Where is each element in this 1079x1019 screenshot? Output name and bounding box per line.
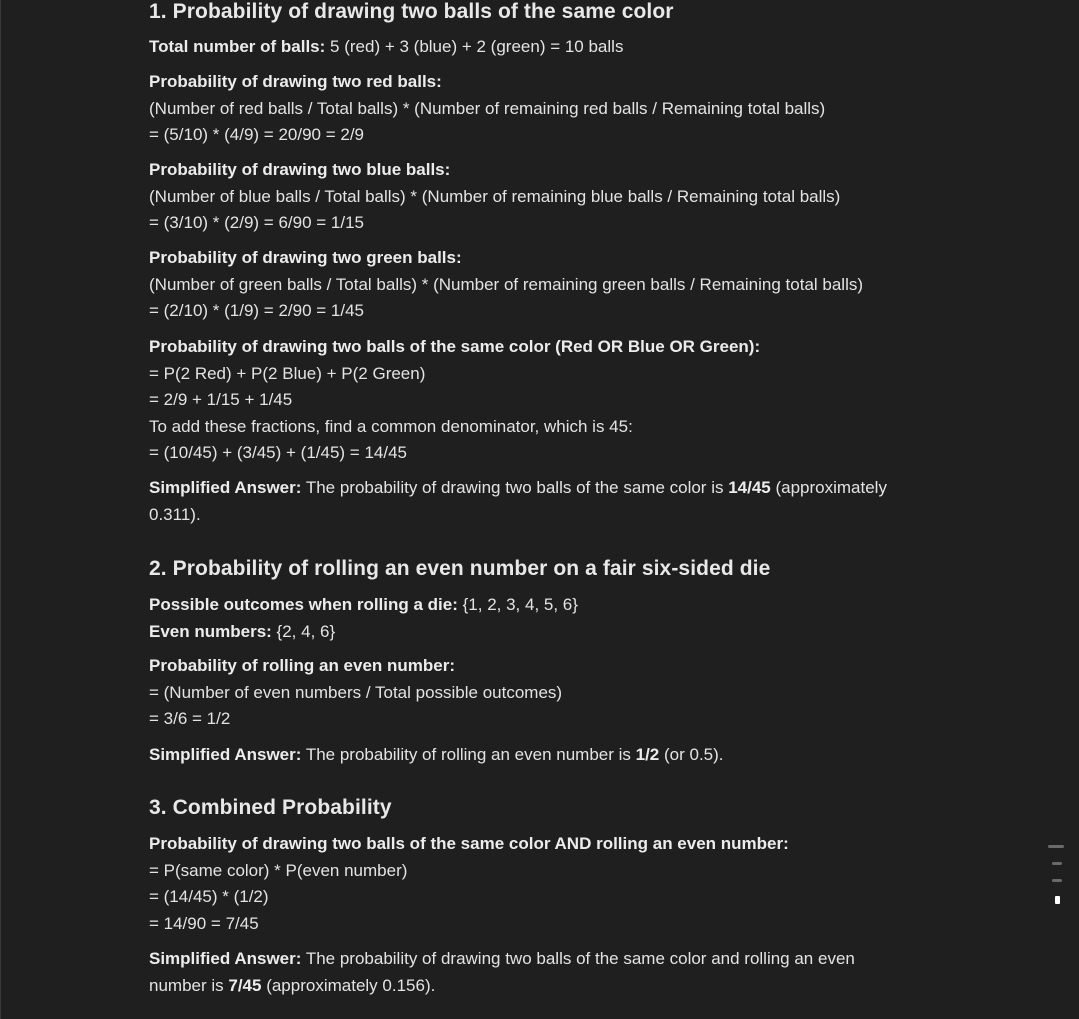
- blue-line-2: = (3/10) * (2/9) = 6/90 = 1/15: [149, 213, 364, 232]
- even-prob-label: Probability of rolling an even number:: [149, 656, 456, 675]
- answer-1-text-a: The probability of drawing two balls of the same color is: [301, 478, 729, 497]
- green-label: Probability of drawing two green balls:: [149, 248, 462, 267]
- total-balls-text: 5 (red) + 3 (blue) + 2 (green) = 10 balls: [325, 37, 624, 56]
- combined-line-2: = (14/45) * (1/2): [149, 887, 269, 906]
- answer-3-paragraph: [149, 946, 855, 999]
- combined-line-1: = P(same color) * P(even number): [149, 860, 408, 880]
- answer-2-text-a: The probability of rolling an even number is: [301, 745, 636, 764]
- even-numbers-label: Even numbers:: [149, 621, 272, 641]
- total-balls-label: Total number of balls:: [149, 37, 326, 56]
- green-paragraph: [149, 245, 863, 325]
- combined-line-3: = 14/90 = 7/45: [149, 913, 259, 933]
- answer-1-text-c: 0.311).: [149, 504, 201, 524]
- section-1-heading: 1. Probability of drawing two balls of the same color: [149, 0, 674, 23]
- combined-label: Probability of drawing two balls of the same color AND rolling an even number:: [149, 834, 789, 853]
- blue-label: Probability of drawing two blue balls:: [149, 160, 451, 179]
- answer-3-text-c: (approximately 0.156).: [261, 975, 436, 995]
- outcomes-label: Possible outcomes when rolling a die:: [149, 595, 458, 614]
- red-label: Probability of drawing two red balls:: [149, 72, 442, 91]
- combined-paragraph: [149, 831, 789, 937]
- panel-edge: [0, 0, 1, 1019]
- blue-paragraph: [149, 157, 840, 237]
- green-line-1: (Number of green balls / Total balls) * (Number of remaining green balls / Remaining total balls): [149, 274, 864, 294]
- even-prob-line-1: = (Number of even numbers / Total possible outcomes): [149, 682, 563, 702]
- section-2-heading: 2. Probability of rolling an even number on a fair six-sided die: [149, 557, 771, 580]
- green-line-2: = (2/10) * (1/9) = 2/90 = 1/45: [149, 301, 364, 320]
- same-color-line-3: To add these fractions, find a common denominator, which is 45:: [149, 416, 633, 436]
- die-outcomes-paragraph: [149, 592, 578, 645]
- same-color-label: Probability of drawing two balls of the same color (Red OR Blue OR Green):: [149, 337, 761, 356]
- blue-line-1: (Number of blue balls / Total balls) * (Number of remaining blue balls / Remaining total balls): [149, 186, 841, 206]
- answer-1-text-b: (approximately: [770, 478, 887, 497]
- red-line-1: (Number of red balls / Total balls) * (Number of remaining red balls / Remaining total balls): [149, 98, 826, 118]
- answer-3-value: 7/45: [228, 975, 262, 995]
- even-numbers-text: {2, 4, 6}: [271, 621, 336, 641]
- even-prob-paragraph: [149, 653, 562, 733]
- scroll-tick-1[interactable]: [1048, 845, 1064, 848]
- answer-2-paragraph: [149, 742, 724, 769]
- answer-1-paragraph: [149, 475, 887, 528]
- even-prob-line-2: = 3/6 = 1/2: [149, 709, 231, 728]
- scroll-tick-active[interactable]: [1055, 896, 1060, 904]
- answer-3-label: Simplified Answer:: [149, 949, 302, 968]
- same-color-paragraph: [149, 334, 760, 467]
- same-color-line-1: = P(2 Red) + P(2 Blue) + P(2 Green): [149, 363, 426, 383]
- answer-3-text-a: The probability of drawing two balls of the same color and rolling an even: [301, 949, 855, 968]
- red-paragraph: [149, 69, 825, 149]
- same-color-line-2: = 2/9 + 1/15 + 1/45: [149, 390, 293, 409]
- total-balls-paragraph: [149, 34, 623, 61]
- scroll-tick-3[interactable]: [1052, 879, 1062, 882]
- answer-1-label: Simplified Answer:: [149, 478, 302, 497]
- section-3-heading: 3. Combined Probability: [149, 796, 392, 819]
- answer-2-text-b: (or 0.5).: [659, 745, 724, 764]
- answer-3-text-b: number is: [149, 975, 229, 995]
- outcomes-text: {1, 2, 3, 4, 5, 6}: [457, 595, 578, 614]
- answer-1-value: 14/45: [728, 478, 771, 497]
- same-color-line-4: = (10/45) + (3/45) + (1/45) = 14/45: [149, 443, 407, 462]
- answer-2-label: Simplified Answer:: [149, 745, 302, 764]
- scroll-tick-2[interactable]: [1052, 862, 1062, 865]
- answer-2-value: 1/2: [635, 745, 660, 764]
- red-line-2: = (5/10) * (4/9) = 20/90 = 2/9: [149, 125, 364, 144]
- scroll-position-indicator[interactable]: [1048, 845, 1066, 918]
